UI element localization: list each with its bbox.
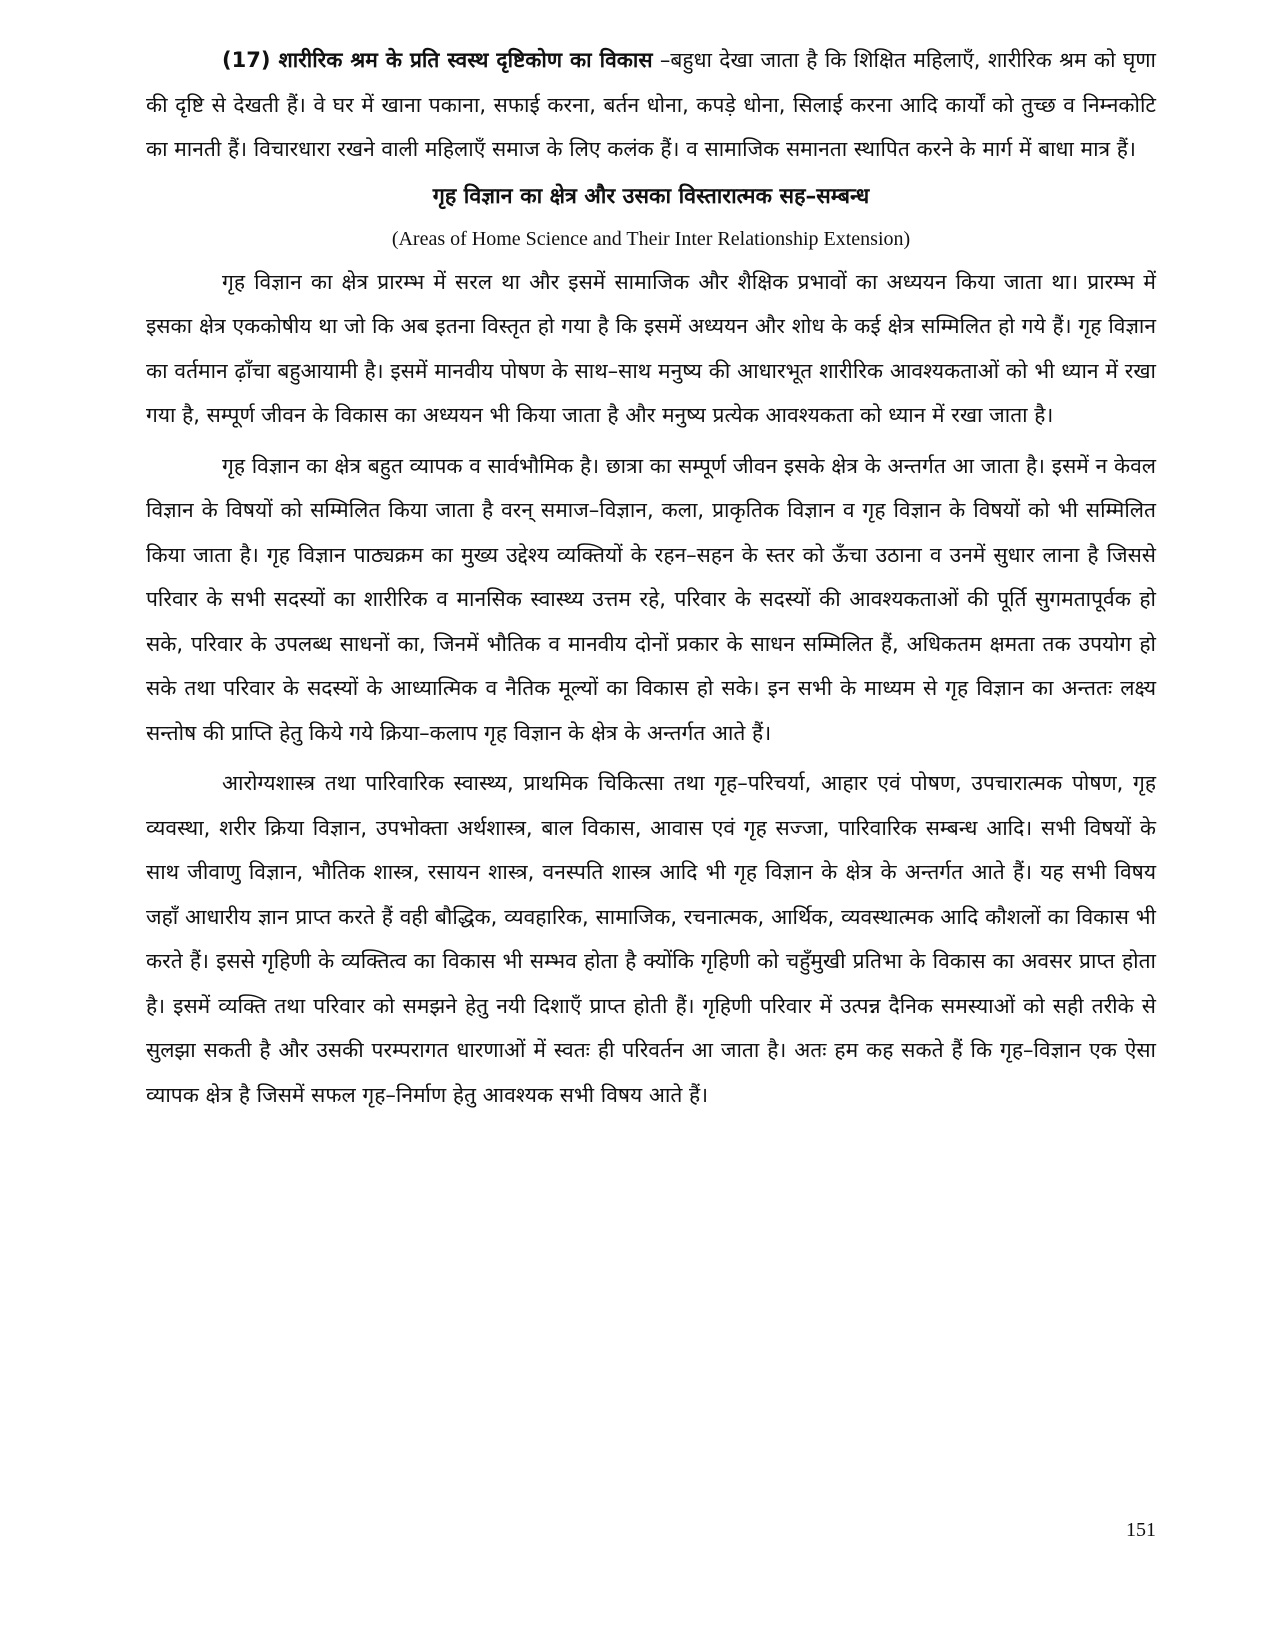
body-paragraph-2: गृह विज्ञान का क्षेत्र बहुत व्यापक व सार्वभौमिक है। छात्रा का सम्पूर्ण जीवन इसके क्षेत्र के अन्तर्गत आ जाता है। इसमें न केवल विज्ञान के विषयों को सम्मिलित किया जाता है वरन् समाज–विज्ञान, कला, प्राकृतिक विज्ञान व गृह विज्ञान के विषयों को भी सम्मिलित किया जाता है। गृह विज्ञान पाठ्यक्रम का मुख्य उद्देश्य व्यक्तियों के रहन–सहन के स्तर को ऊँचा उठाना व उनमें सुधार लाना है जिससे परिवार के सभी सदस्यों का शारीरिक व मानसिक स्वास्थ्य उत्तम रहे, परिवार के सदस्यों की आवश्यकताओं की पूर्ति सुगमतापूर्वक हो सके, परिवार के उपलब्ध साधनों का, जिनमें भौतिक व मानवीय दोनों प्रकार के साधन सम्मिलित हैं, अधिकतम क्षमता तक उपयोग हो सके तथा परिवार के सदस्यों के आध्यात्मिक व नैतिक मूल्यों का विकास हो सके। इन सभी के माध्यम से गृह विज्ञान का अन्ततः लक्ष्य सन्तोष की प्राप्ति हेतु किये गये क्रिया–कलाप गृह विज्ञान के क्षेत्र के अन्तर्गत आते हैं। bbox=[146, 453, 1156, 745]
section-17-paragraph bbox=[146, 38, 1156, 172]
section-17-lead: (17) शारीरिक श्रम के प्रति स्वस्थ दृष्टिकोण का विकास bbox=[222, 48, 653, 72]
body-paragraph-1: गृह विज्ञान का क्षेत्र प्रारम्भ में सरल था और इसमें सामाजिक और शैक्षिक प्रभावों का अध्ययन किया जाता था। प्रारम्भ में इसका क्षेत्र एककोषीय था जो कि अब इतना विस्तृत हो गया है कि इसमें अध्ययन और शोध के कई क्षेत्र सम्मिलित हो गये हैं। गृह विज्ञान का वर्तमान ढ़ाँचा बहुआयामी है। इसमें मानवीय पोषण के साथ–साथ मनुष्य की आधारभूत शारीरिक आवश्यकताओं को भी ध्यान में रखा गया है, सम्पूर्ण जीवन के विकास का अध्ययन भी किया जाता है और मनुष्य प्रत्येक आवश्यकता को ध्यान में रखा जाता है। bbox=[146, 269, 1156, 427]
body-paragraph-3: आरोग्यशास्त्र तथा पारिवारिक स्वास्थ्य, प्राथमिक चिकित्सा तथा गृह–परिचर्या, आहार एवं पोषण, उपचारात्मक पोषण, गृह व्यवस्था, शरीर क्रिया विज्ञान, उपभोक्ता अर्थशास्त्र, बाल विकास, आवास एवं गृह सज्जा, पारिवारिक सम्बन्ध आदि। सभी विषयों के साथ जीवाणु विज्ञान, भौतिक शास्त्र, रसायन शास्त्र, वनस्पति शास्त्र आदि भी गृह विज्ञान के क्षेत्र के अन्तर्गत आते हैं। यह सभी विषय जहाँ आधारीय ज्ञान प्राप्त करते हैं वही बौद्धिक, व्यवहारिक, सामाजिक, रचनात्मक, आर्थिक, व्यवस्थात्मक आदि कौशलों का विकास भी करते हैं। इससे गृहिणी के व्यक्तित्व का विकास भी सम्भव होता है क्योंकि गृहिणी को चहुँमुखी प्रतिभा के विकास का अवसर प्राप्त होता है। इसमें व्यक्ति तथा परिवार को समझने हेतु नयी दिशाएँ प्राप्त होती हैं। गृहिणी परिवार में उत्पन्न दैनिक समस्याओं को सही तरीके से सुलझा सकती है और उसकी परम्परागत धारणाओं में स्वतः ही परिवर्तन आ जाता है। अतः हम कह सकते हैं कि गृह–विज्ञान एक ऐसा व्यापक क्षेत्र है जिसमें सफल गृह–निर्माण हेतु आवश्यक सभी विषय आते हैं। bbox=[146, 771, 1156, 1107]
section-subheading: (Areas of Home Science and Their Inter Relationship Extension) bbox=[391, 227, 911, 250]
page-number: 151 bbox=[1126, 1519, 1156, 1541]
section-heading: गृह विज्ञान का क्षेत्र और उसका विस्तारात्मक सह–सम्बन्ध bbox=[432, 183, 870, 209]
document-page bbox=[146, 38, 1156, 1598]
section-17-text: –बहुधा देखा जाता है कि शिक्षित महिलाएँ, शारीरिक श्रम को घृणा की दृष्टि से देखती हैं। वे घर में खाना पकाना, सफाई करना, बर्तन धोना, कपड़े धोना, सिलाई करना आदि कार्यों को तुच्छ व निम्नकोटि का मानती हैं। विचारधारा रखने वाली महिलाएँ समाज के लिए कलंक हैं। व सामाजिक समानता स्थापित करने के मार्ग में बाधा मात्र हैं। bbox=[146, 48, 1156, 161]
